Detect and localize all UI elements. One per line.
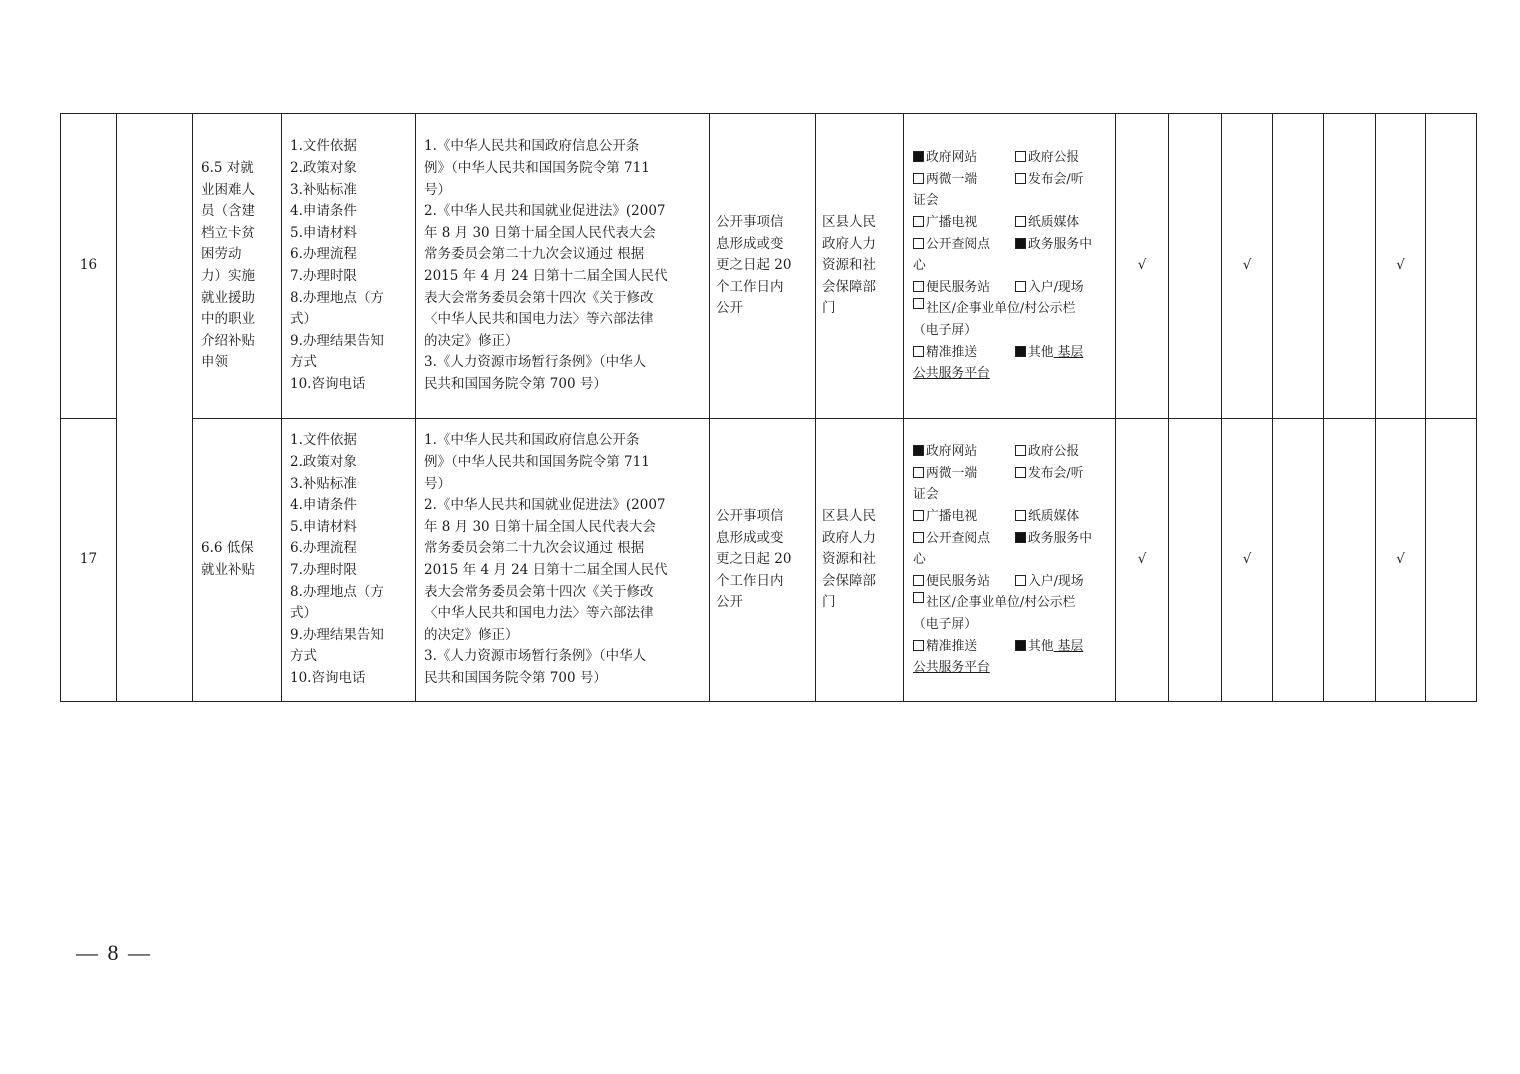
time-limit-cell [710, 419, 816, 702]
basis-line: 常务委员会第二十九次会议通过 根据 [424, 540, 645, 557]
unchecked-box-icon [913, 238, 924, 249]
unchecked-box-icon [913, 510, 924, 521]
item-cell [193, 419, 282, 702]
checked-box-icon [1015, 640, 1026, 651]
channel-other-value: 基层 [1053, 344, 1084, 360]
basis-line: 民共和国国务院令第 700 号） [424, 669, 607, 686]
content-line: 2.政策对象 [290, 454, 357, 471]
subject-line: 门 [822, 594, 836, 611]
content-line: 方式 [290, 648, 317, 665]
content-line: 式） [290, 605, 317, 622]
scope-check-cell [1273, 114, 1324, 419]
content-line: 3.补贴标准 [290, 475, 357, 492]
content-line: 9.办理结果告知 [290, 332, 384, 349]
checked-box-icon [1015, 346, 1026, 357]
channel-label: 证会 [913, 487, 939, 503]
unchecked-box-icon [1015, 151, 1026, 162]
unchecked-box-icon [913, 592, 924, 603]
checked-box-icon [1015, 532, 1026, 543]
channel-label: 政府网站 [926, 150, 978, 166]
row-number: 17 [79, 551, 98, 568]
basis-line: 〈中华人民共和国电力法〉等六部法律 [424, 311, 654, 328]
row-number-cell [61, 419, 117, 702]
unchecked-box-icon [1015, 575, 1026, 586]
basis-line: 2015 年 4 月 24 日第十二届全国人民代 [424, 268, 668, 284]
channel-label: （电子屏） [913, 616, 977, 632]
channel-label: 精准推送 [926, 344, 978, 360]
content-cell [282, 114, 416, 419]
item-line: 员（含建 [201, 203, 255, 220]
content-line: 方式 [290, 354, 317, 371]
subject-line: 会保障部 [822, 278, 876, 295]
unchecked-box-icon [1015, 216, 1026, 227]
channel-label: 心 [913, 552, 926, 568]
item-line: 力）实施 [201, 268, 255, 284]
basis-line: 号） [424, 475, 451, 492]
basis-cell [416, 419, 710, 702]
unchecked-box-icon [913, 216, 924, 227]
check-mark-icon: √ [1242, 257, 1252, 274]
basis-line: 〈中华人民共和国电力法〉等六部法律 [424, 605, 654, 622]
scope-check-cell [1324, 419, 1376, 702]
channel-label: 便民服务站 [926, 573, 990, 589]
checked-box-icon [913, 151, 924, 162]
basis-line: 例》（中华人民共和国国务院令第 711 [424, 160, 650, 177]
channels-cell [904, 114, 1116, 419]
basis-line: 例》（中华人民共和国国务院令第 711 [424, 454, 650, 471]
content-line: 2.政策对象 [290, 160, 357, 177]
channel-label: 发布会/听 [1028, 465, 1084, 481]
channel-other-value: 公共服务平台 [913, 366, 990, 382]
time-line: 公开 [716, 594, 743, 611]
basis-line: 常务委员会第二十九次会议通过 根据 [424, 246, 645, 263]
content-line: 3.补贴标准 [290, 181, 357, 198]
unchecked-box-icon [913, 640, 924, 651]
basis-line: 表大会常务委员会第十四次《关于修改 [424, 289, 654, 306]
time-line: 更之日起 20 [716, 257, 792, 274]
table-row [61, 114, 1477, 419]
basis-line: 1.《中华人民共和国政府信息公开条 [424, 138, 640, 155]
table-row [61, 419, 1477, 702]
basis-line: 民共和国国务院令第 700 号） [424, 375, 607, 392]
subject-line: 门 [822, 300, 836, 317]
content-line: 5.申请材料 [290, 224, 357, 241]
checked-box-icon [1015, 238, 1026, 249]
channel-label: 两微一端 [926, 171, 978, 187]
scope-check-cell [1426, 419, 1477, 702]
item-line: 就业补贴 [201, 562, 255, 578]
category-cell [117, 114, 193, 702]
row-number-cell [61, 114, 117, 419]
scope-check-cell [1222, 419, 1273, 702]
subject-line: 区县人民 [822, 508, 876, 525]
channel-label: 广播电视 [926, 215, 978, 231]
unchecked-box-icon [1015, 445, 1026, 456]
unchecked-box-icon [1015, 467, 1026, 478]
subject-line: 政府人力 [822, 235, 876, 252]
content-line: 4.申请条件 [290, 497, 357, 514]
basis-line: 2.《中华人民共和国就业促进法》(2007 [424, 203, 666, 220]
content-cell [282, 419, 416, 702]
channel-label: 其他 [1028, 344, 1054, 360]
channel-label: 广播电视 [926, 509, 978, 525]
basis-line: 2.《中华人民共和国就业促进法》(2007 [424, 497, 666, 514]
scope-check-cell [1376, 114, 1426, 419]
channel-label: 两微一端 [926, 465, 978, 481]
subject-line: 资源和社 [822, 257, 876, 274]
channel-label: 其他 [1028, 638, 1054, 654]
channel-label: 发布会/听 [1028, 171, 1084, 187]
basis-line: 2015 年 4 月 24 日第十二届全国人民代 [424, 562, 668, 578]
scope-check-cell [1376, 419, 1426, 702]
scope-check-cell [1273, 419, 1324, 702]
check-mark-icon: √ [1242, 551, 1252, 568]
channel-other-value: 基层 [1053, 638, 1084, 654]
unchecked-box-icon [913, 467, 924, 478]
channel-label: 心 [913, 258, 926, 274]
channel-label: 纸质媒体 [1028, 215, 1080, 231]
basis-cell [416, 114, 710, 419]
channel-label: 证会 [913, 193, 939, 209]
basis-line: 3.《人力资源市场暂行条例》（中华人 [424, 354, 647, 371]
content-line: 10.咨询电话 [290, 669, 366, 686]
scope-check-cell [1222, 114, 1273, 419]
subject-line: 会保障部 [822, 572, 876, 589]
row-number: 16 [79, 257, 98, 274]
scope-check-cell [1169, 114, 1222, 419]
channel-label: （电子屏） [913, 322, 977, 338]
item-line: 介绍补贴 [201, 332, 255, 349]
time-line: 个工作日内 [716, 278, 784, 295]
subject-line: 政府人力 [822, 529, 876, 546]
channel-label: 公开查阅点 [926, 236, 990, 252]
channel-label: 入户/现场 [1028, 279, 1084, 295]
unchecked-box-icon [913, 532, 924, 543]
channel-label: 政务服务中 [1028, 530, 1092, 546]
scope-check-cell [1426, 114, 1477, 419]
time-line: 更之日起 20 [716, 551, 792, 568]
channel-label: 政务服务中 [1028, 236, 1092, 252]
time-line: 息形成或变 [716, 529, 784, 546]
check-mark-icon: √ [1137, 257, 1147, 274]
channel-label: 政府公报 [1028, 150, 1080, 166]
channel-label: 便民服务站 [926, 279, 990, 295]
scope-check-cell [1324, 114, 1376, 419]
content-line: 7.办理时限 [290, 562, 357, 578]
item-line: 申领 [201, 354, 228, 371]
channel-label: 社区/企事业单位/村公示栏 [926, 595, 1076, 611]
channel-label: 精准推送 [926, 638, 978, 654]
item-line: 6.5 对就 [201, 160, 254, 177]
checked-box-icon [913, 445, 924, 456]
basis-line: 年 8 月 30 日第十届全国人民代表大会 [424, 518, 656, 535]
time-limit-cell [710, 114, 816, 419]
content-line: 8.办理地点（方 [290, 583, 384, 600]
channel-label: 公开查阅点 [926, 530, 990, 546]
unchecked-box-icon [913, 575, 924, 586]
basis-line: 号） [424, 181, 451, 198]
scope-check-cell [1116, 114, 1169, 419]
basis-line: 的决定》修正） [424, 626, 519, 643]
check-mark-icon: √ [1396, 257, 1405, 274]
unchecked-box-icon [1015, 173, 1026, 184]
unchecked-box-icon [913, 298, 924, 309]
basis-line: 1.《中华人民共和国政府信息公开条 [424, 432, 640, 449]
subject-cell [816, 114, 904, 419]
basis-line: 3.《人力资源市场暂行条例》（中华人 [424, 648, 647, 665]
subject-line: 区县人民 [822, 214, 876, 231]
time-line: 个工作日内 [716, 572, 784, 589]
content-line: 8.办理地点（方 [290, 289, 384, 306]
scope-check-cell [1116, 419, 1169, 702]
check-mark-icon: √ [1396, 551, 1405, 568]
channel-label: 社区/企事业单位/村公示栏 [926, 301, 1076, 317]
item-line: 中的职业 [201, 311, 255, 328]
basis-line: 的决定》修正） [424, 332, 519, 349]
channel-other-value: 公共服务平台 [913, 660, 990, 676]
channels-cell [904, 419, 1116, 702]
time-line: 公开 [716, 300, 743, 317]
item-line: 困劳动 [201, 246, 242, 263]
basis-line: 年 8 月 30 日第十届全国人民代表大会 [424, 224, 656, 241]
content-line: 6.办理流程 [290, 540, 357, 557]
content-line: 5.申请材料 [290, 518, 357, 535]
item-line: 业困难人 [201, 181, 255, 198]
content-line: 10.咨询电话 [290, 375, 366, 392]
unchecked-box-icon [913, 173, 924, 184]
unchecked-box-icon [1015, 510, 1026, 521]
check-mark-icon: √ [1137, 551, 1147, 568]
scope-check-cell [1169, 419, 1222, 702]
content-line: 1.文件依据 [290, 432, 357, 449]
content-line: 1.文件依据 [290, 138, 357, 155]
channel-label: 政府公报 [1028, 444, 1080, 460]
subject-cell [816, 419, 904, 702]
basis-line: 表大会常务委员会第十四次《关于修改 [424, 583, 654, 600]
time-line: 公开事项信 [716, 508, 784, 525]
unchecked-box-icon [1015, 281, 1026, 292]
time-line: 公开事项信 [716, 214, 784, 231]
content-line: 9.办理结果告知 [290, 626, 384, 643]
subject-line: 资源和社 [822, 551, 876, 568]
disclosure-table [60, 113, 1477, 702]
item-cell [193, 114, 282, 419]
content-line: 6.办理流程 [290, 246, 357, 263]
item-line: 档立卡贫 [201, 224, 255, 241]
channel-label: 纸质媒体 [1028, 509, 1080, 525]
channel-label: 入户/现场 [1028, 573, 1084, 589]
channel-label: 政府网站 [926, 444, 978, 460]
unchecked-box-icon [913, 346, 924, 357]
unchecked-box-icon [913, 281, 924, 292]
time-line: 息形成或变 [716, 235, 784, 252]
item-line: 就业援助 [201, 289, 255, 306]
content-line: 式） [290, 311, 317, 328]
page-number: — 8 — [76, 940, 152, 965]
item-line: 6.6 低保 [201, 540, 254, 557]
content-line: 4.申请条件 [290, 203, 357, 220]
content-line: 7.办理时限 [290, 268, 357, 284]
